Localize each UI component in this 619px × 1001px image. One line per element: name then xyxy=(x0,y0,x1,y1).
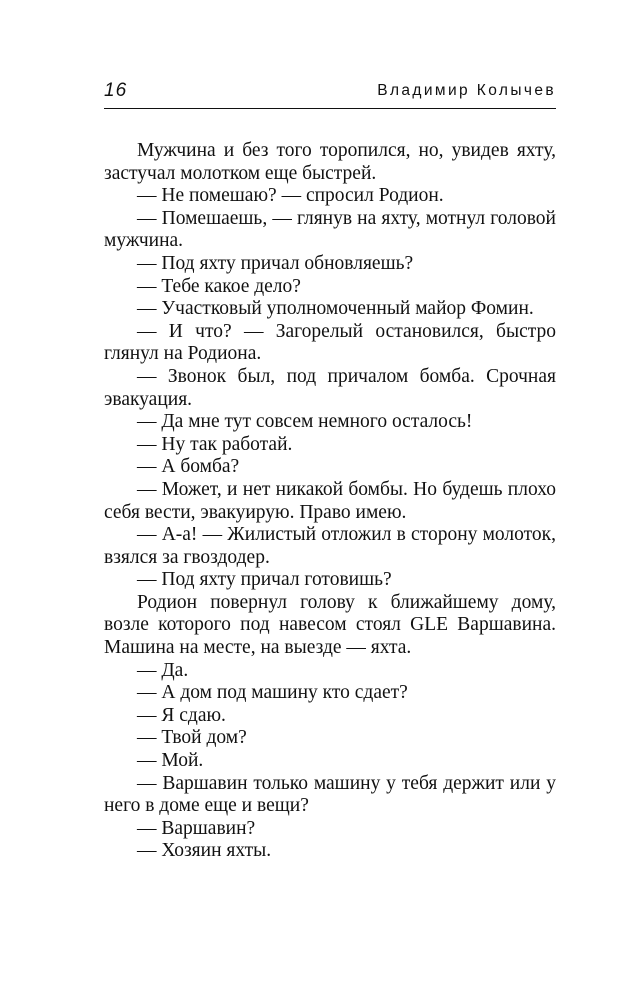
paragraph: — А дом под машину кто сдает? xyxy=(137,682,408,704)
paragraph: — Хозяин яхты. xyxy=(137,840,272,862)
paragraph: — Да. xyxy=(137,659,189,681)
paragraph: — И что? — Загорелый остановился, быстро глянул на Родиона. xyxy=(104,320,556,365)
paragraph: — Твой дом? xyxy=(137,727,247,749)
paragraph: — Мой. xyxy=(137,750,204,772)
paragraph: — Не помешаю? — спросил Родион. xyxy=(137,185,444,207)
paragraph: — Варшавин только машину у тебя держит или у него в доме еще и вещи? xyxy=(104,772,556,817)
paragraph: — Варшавин? xyxy=(137,817,256,839)
paragraph: — Участковый уполномоченный майор Фомин. xyxy=(137,298,534,320)
paragraph: — Помешаешь, — глянув на яхту, мотнул головой мужчина. xyxy=(104,207,556,252)
paragraph: — Да мне тут совсем немного осталось! xyxy=(137,411,473,433)
paragraph: — Звонок был, под причалом бомба. Срочная эвакуация. xyxy=(104,365,556,410)
paragraph: — Я сдаю. xyxy=(137,704,226,726)
paragraph: — Под яхту причал обновляешь? xyxy=(137,252,414,274)
page-header xyxy=(104,80,556,106)
running-head-author: Владимир Колычев xyxy=(377,82,556,99)
header-rule xyxy=(104,108,556,109)
paragraph: — Тебе какое дело? xyxy=(137,275,301,297)
paragraph: — Ну так работай. xyxy=(137,433,293,455)
paragraph: Родион повернул голову к ближайшему дому, возле которого под навесом стоял GLE Варшавина. Машина на месте, на выезде — яхта. xyxy=(104,591,556,659)
paragraph: — Под яхту причал готовишь? xyxy=(137,569,392,591)
paragraph: — Может, и нет никакой бомбы. Но будешь плохо себя вести, эвакуирую. Право имею. xyxy=(104,478,556,523)
paragraph: Мужчина и без того торопился, но, увидев яхту, застучал молотком еще быстрей. xyxy=(104,140,556,184)
body-text xyxy=(104,140,556,863)
page-number: 16 xyxy=(104,80,128,101)
paragraph: — А-а! — Жилистый отложил в сторону молоток, взялся за гвоздодер. xyxy=(104,524,556,568)
paragraph: — А бомба? xyxy=(137,456,240,478)
